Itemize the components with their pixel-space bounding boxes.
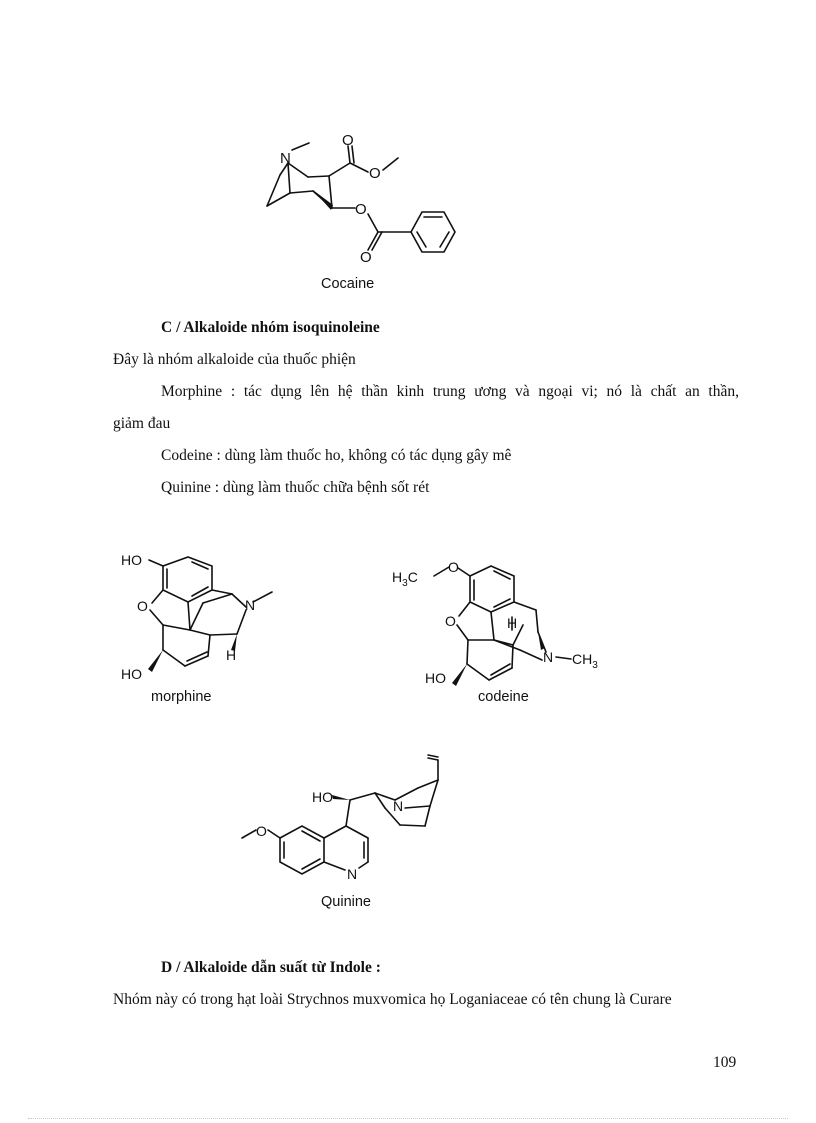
quinine-caption: Quinine: [321, 894, 371, 910]
morphine-description-line1: Morphine : tác dụng lên hệ thần kinh trung ương và ngoại vi; nó là chất an thần,: [161, 383, 739, 400]
morphine-atom-ho-bottom: HO: [121, 666, 142, 682]
section-c-intro: Đây là nhóm alkaloide của thuốc phiện: [113, 351, 356, 368]
codeine-atom-ho: HO: [425, 670, 446, 686]
quinine-structure: [236, 752, 466, 892]
quinine-atom-n-bridge: N: [393, 798, 404, 814]
codeine-description: Codeine : dùng làm thuốc ho, không có tác dụng gây mê: [161, 447, 512, 464]
codeine-atom-h3c: [392, 569, 418, 589]
cocaine-caption: Cocaine: [321, 276, 375, 292]
morphine-structure: [110, 545, 285, 690]
page-number: 109: [713, 1054, 737, 1071]
quinine-atom-o-methoxy: O: [256, 823, 267, 839]
cocaine-structure: [255, 125, 470, 265]
codeine-atom-h: H: [507, 615, 518, 631]
codeine-atom-o-methoxy: O: [448, 559, 459, 575]
codeine-h3c-subscript: 3: [402, 578, 408, 589]
codeine-h3c-c: C: [407, 569, 418, 585]
codeine-ch3-ch: CH: [572, 651, 593, 667]
quinine-atom-ho: HO: [312, 789, 333, 805]
quinine-description: Quinine : dùng làm thuốc chữa bệnh sốt rét: [161, 479, 430, 496]
cocaine-atom-o-ester: O: [369, 165, 381, 182]
cocaine-atom-o-carbonyl: O: [342, 132, 354, 149]
codeine-structure: [390, 550, 610, 690]
morphine-atom-ho-top: HO: [121, 552, 142, 568]
cocaine-atom-o-benzoyl-ester: O: [355, 201, 367, 218]
section-d-heading: D / Alkaloide dẫn suất từ Indole :: [161, 959, 381, 976]
cocaine-atom-n: N: [280, 150, 291, 167]
section-d-text: Nhóm này có trong hạt loài Strychnos muxvomica họ Loganiaceae có tên chung là Curare: [113, 991, 672, 1008]
codeine-atom-n: N: [543, 649, 554, 665]
morphine-atom-o-bridge: O: [137, 598, 148, 614]
morphine-atom-n: N: [245, 597, 256, 613]
codeine-ch3-subscript: 3: [592, 660, 598, 671]
cocaine-atom-o-benzoyl-carbonyl: O: [360, 249, 372, 265]
morphine-atom-h: H: [226, 647, 237, 663]
morphine-caption: morphine: [151, 689, 212, 705]
morphine-description-line2: giảm đau: [113, 415, 171, 432]
codeine-atom-ch3: [572, 651, 598, 671]
quinine-atom-n-ring: N: [347, 866, 358, 882]
section-c-heading: C / Alkaloide nhóm isoquinoleine: [161, 319, 380, 336]
codeine-caption: codeine: [478, 689, 529, 705]
codeine-atom-o-bridge: O: [445, 613, 456, 629]
footer-divider: [28, 1118, 788, 1119]
codeine-h3c-h: H: [392, 569, 403, 585]
